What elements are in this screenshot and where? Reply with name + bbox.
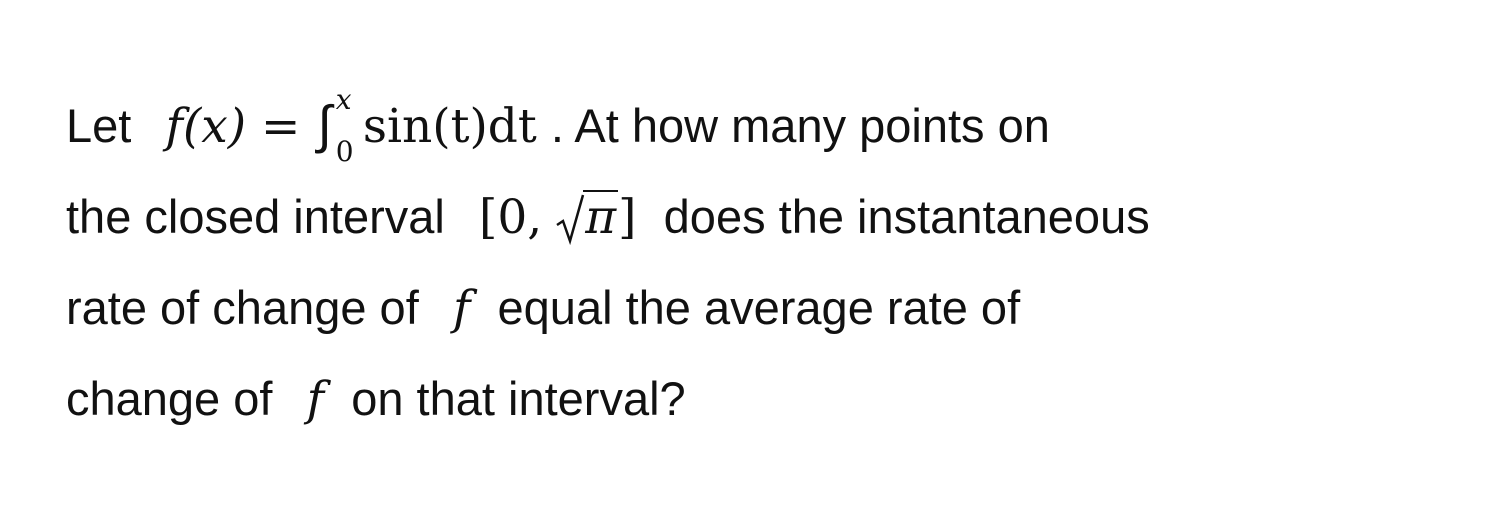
integrand: sin(t)dt [362,99,537,154]
text-line2-end: does the instantaneous [663,190,1150,243]
question-text [66,80,1466,444]
text-line4-start: change of [66,372,273,425]
text-line4-end: on that interval? [351,372,686,425]
interval-close: ] [618,190,637,245]
integral-lower-limit: 0 [335,135,354,168]
sqrt-symbol [555,171,618,262]
integral-upper-limit: x [335,83,352,116]
integral-sign: ∫ [317,96,332,154]
question-line-1 [66,80,1466,171]
question-line-4 [66,353,1466,444]
interval-open: [0, [479,190,543,245]
text-let: Let [66,99,132,152]
question-line-2 [66,171,1466,262]
function-definition-lhs: f(x) = [165,99,301,154]
radical-sign-icon [555,193,585,245]
text-line2-start: the closed interval [66,190,445,243]
question-line-3 [66,262,1466,353]
text-line3-start: rate of change of [66,281,419,334]
math-f: f [306,372,325,427]
sqrt-radicand: π [585,190,617,245]
math-f: f [452,281,471,336]
text-line3-end: equal the average rate of [497,281,1021,334]
text-line1-rest: . At how many points on [550,99,1050,152]
